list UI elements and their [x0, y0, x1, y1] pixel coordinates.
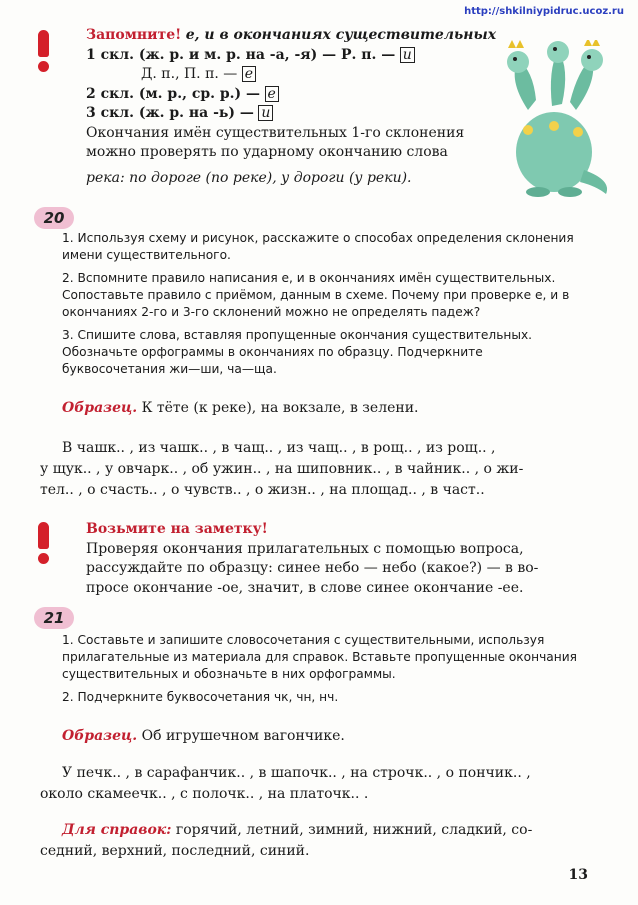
exercise-20-instructions [62, 230, 587, 384]
rule-title: Возьмите на заметку! [86, 521, 268, 537]
rule-line-5: Окончания имён существительных 1-го склонения [86, 124, 465, 141]
exclamation-icon [34, 30, 52, 72]
rule-line-4: 3 скл. (ж. р. на -ь) — [86, 105, 254, 121]
rule-note [86, 520, 538, 598]
ending-box: и [258, 105, 273, 121]
exercise-21-badge: 21 [34, 607, 74, 629]
source-url: http://shkilniypidruc.ucoz.ru [464, 6, 624, 17]
sample-text: Об игрушечном вагончике. [141, 728, 345, 744]
task-item: 1. Используя схему и рисунок, расскажите о способах определения склонения имени существительного. [62, 231, 574, 262]
ending-box: е [265, 86, 279, 102]
exercise-line: У печк.. , в сарафанчик.. , в шапочк.. , на строчк.. , о пончик.. , [62, 765, 531, 781]
rule-line-2: рассуждайте по образцу: синее небо — небо (какое?) — в во- [86, 560, 539, 576]
rule-line-3: 2 скл. (м. р., ср. р.) — [86, 85, 261, 102]
exercise-line: у щук.. , у овчарк.. , об ужин.. , на шиповник.. , в чайник.. , о жи- [40, 461, 524, 477]
exercise-line: тел.. , о счасть.. , о чувств.. , о жизн.. , на площад.. , в част.. [40, 482, 485, 498]
exercise-20-words [40, 438, 590, 501]
task-item: 1. Составьте и запишите словосочетания с существительными, используя прилагательные из материала для справок. Вставьте пропущенные окончания существительных и обозначьте в них орфограммы. [62, 633, 577, 681]
sample-label: Образец. [62, 728, 138, 744]
exercise-line: около скамеечк.. , с полочк.. , на платочк.. . [40, 786, 369, 802]
reference-line: горячий, летний, зимний, нижний, сладкий, со- [175, 822, 533, 838]
sample-label: Образец. [62, 400, 138, 416]
ending-box: и [400, 47, 415, 63]
exercise-21-sample [62, 728, 345, 744]
reference-label: Для справок: [62, 822, 172, 838]
reference-line: седний, верхний, последний, синий. [40, 843, 310, 859]
rule-title: Запомните! [86, 27, 182, 43]
exercise-21-words [40, 763, 590, 805]
exercise-20-badge: 20 [34, 207, 74, 229]
exercise-21-instructions [62, 632, 587, 712]
sample-text: К тётe (к реке), на вокзале, в зелени. [141, 400, 419, 416]
exercise-20-sample [62, 400, 419, 416]
rule-line-1: 1 скл. (ж. р. и м. р. на -а, -я) — Р. п. — [86, 46, 396, 63]
rule-remember [86, 26, 496, 188]
exercise-line: В чашк.. , из чашк.. , в чащ.. , из чащ.. , в рощ.. , из рощ.. , [62, 440, 496, 456]
dragon-illustration [488, 40, 616, 200]
rule-line-6: можно проверять по ударному окончанию слова [86, 144, 448, 160]
rule-subtitle: е, и в окончаниях существительных [185, 27, 497, 43]
rule-line-2: Д. п., П. п. — [141, 66, 238, 82]
task-item: 3. Спишите слова, вставляя пропущенные окончания существительных. Обозначьте орфограммы в окончаниях по образцу. Подчеркните буквосочетания жи—ши, ча—ща. [62, 328, 533, 376]
rule-line-7: река: по дорогe (по реке), у дороги (у реки). [86, 169, 412, 186]
task-item: 2. Подчеркните буквосочетания чк, чн, нч. [62, 690, 339, 704]
ending-box: е [242, 66, 256, 82]
task-item: 2. Вспомните правило написания е, и в окончаниях имён существительных. Сопоставьте правило с приёмом, данным в схеме. Почему при проверке е, и в окончаниях 2-го и 3-го склонений можно не определять падеж? [62, 271, 570, 319]
rule-line-3: просе окончание -ое, значит, в слове синее окончание -ее. [86, 579, 524, 596]
rule-line-1: Проверяя окончания прилагательных с помощью вопроса, [86, 540, 524, 557]
page-number: 13 [568, 867, 588, 883]
exclamation-icon [34, 522, 52, 564]
reference-words [40, 820, 590, 862]
